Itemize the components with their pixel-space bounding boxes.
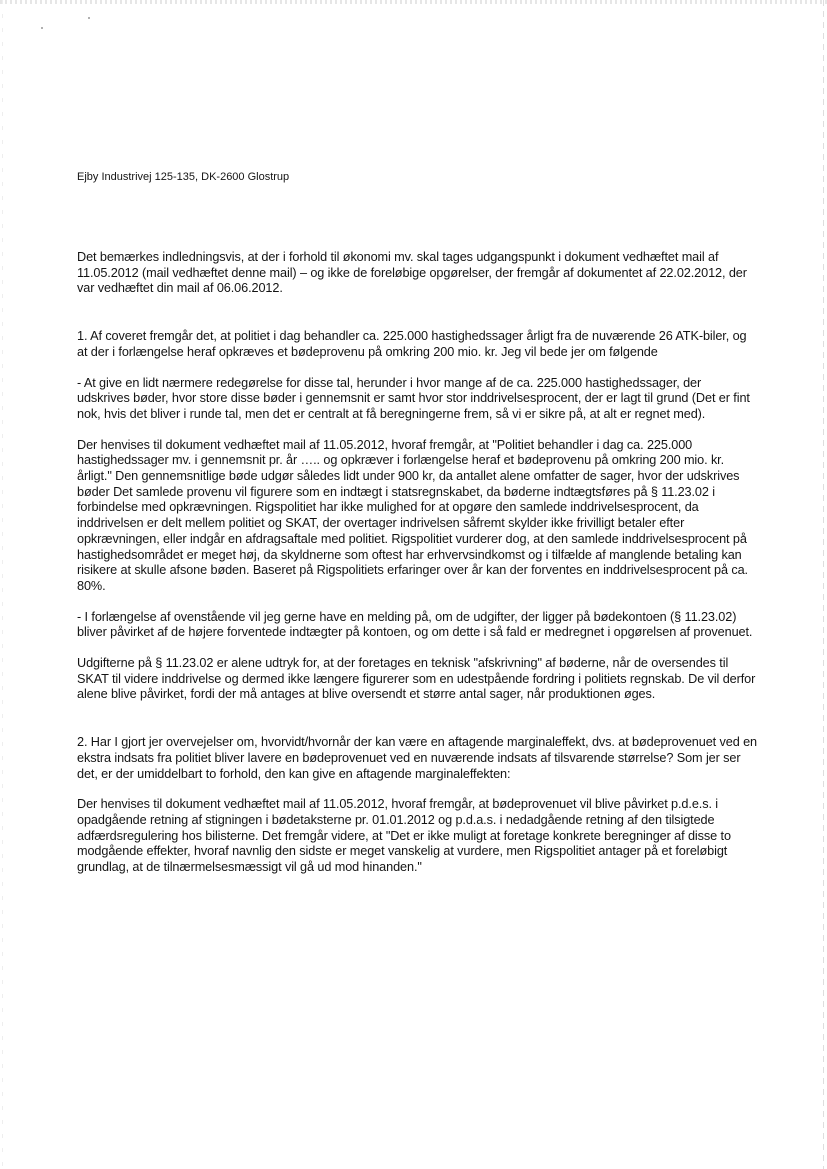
- scan-speck: [41, 27, 43, 29]
- scan-edge-top: [0, 0, 827, 4]
- question-1: 1. Af coveret fremgår det, at politiet i dag behandler ca. 225.000 hastighedssager årligt fra de nuværende 26 ATK-biler, og at der i forlængelse heraf opkræves et bødeprovenu på omkring 200 mio. kr. Jeg vil bede jer om følgende: [77, 329, 747, 359]
- scan-edge-right: [823, 0, 824, 1169]
- question-1a: - At give en lidt nærmere redegørelse for disse tal, herunder i hvor mange af de ca. 225.000 hastighedssager, der udskrives bøder, hvor store disse bøder i gennemsnit er samt hvor stor inddrivelsesprocent, der er lagt til grund (Det er fint nok, hvis det bliver i runde tal, men det er centralt at få beregningerne frem, så vi er sikre på, at alt er regnet med).: [77, 375, 750, 421]
- question-2: 2. Har I gjort jer overvejelser om, hvorvidt/hvornår der kan være en aftagende marginaleffekt, dvs. at bødeprovenuet ved en ekstra indsats fra politiet bliver lavere en bødeprovenuet ved en nuværende indsats af tilsvarende størrelse? Som jer ser det, er der umiddelbart to forhold, den kan give en aftagende marginaleffekten:: [77, 735, 758, 781]
- sender-address: Ejby Industrivej 125-135, DK-2600 Glostrup: [77, 171, 290, 183]
- answer-2: Der henvises til dokument vedhæftet mail af 11.05.2012, hvoraf fremgår, at bødeprovenuet vil blive påvirket p.d.e.s. i opadgående retning af stigningen i bødetaksterne pr. 01.01.2012 og p.d.a.s. i nedadgående retning af den tilsigtede adfærdsregulering hos bilisterne. Det fremgår videre, at "Det er ikke muligt at foretage konkrete beregninger af disse to modgående effekter, hvoraf navnlig den sidste er meget vanskelig at vurdere, men Rigspolitiet antager på et foreløbigt grundlag, at de tilnærmelsesmæssigt vil gå ud mod hinanden.": [77, 797, 731, 875]
- intro-paragraph: Det bemærkes indledningsvis, at der i forhold til økonomi mv. skal tages udgangspunkt i dokument vedhæftet mail af 11.05.2012 (mail vedhæftet denne mail) – og ikke de foreløbige opgørelser, der fremgår af dokumentet af 22.02.2012, der var vedhæftet din mail af 06.06.2012.: [77, 250, 747, 296]
- question-1b: - I forlængelse af ovenstående vil jeg gerne have en melding på, om de udgifter, der ligger på bødekontoen (§ 11.23.02) bliver påvirket af de højere forventede indtægter på kontoen, og om dette i så fald er medregnet i opgørelsen af provenuet.: [77, 609, 753, 640]
- answer-1b: Udgifterne på § 11.23.02 er alene udtryk for, at der foretages en teknisk "afskrivning" af bøderne, når de oversendes til SKAT til videre inddrivelse og dermed ikke længere figurerer som en udestpående fordring i politiets regnskab. De vil derfor alene blive påvirket, fordi der må antages at blive oversendt et større antal sager, når produktionen øges.: [77, 656, 756, 702]
- scan-edge-left: [2, 0, 3, 1169]
- answer-1a: Der henvises til dokument vedhæftet mail af 11.05.2012, hvoraf fremgår, at "Politiet behandler i dag ca. 225.000 hastighedssager mv. i gennemsnit pr. år ….. og opkræver i forlængelse heraf et bødeprovenu på omkring 200 mio. kr. årligt." Den gennemsnitlige bøde udgør således lidt under 900 kr, da antallet alene omfatter de sager, hvor der udskrives bøder Det samlede provenu vil figurere som en indtægt i statsregnskabet, da bøderne indtægtsføres på § 11.23.02 i forbindelse med opkrævningen. Rigspolitiet har ikke mulighed for at opgøre den samlede inddrivelsesprocent, da inddrivelsen er delt mellem politiet og SKAT, der overtager indrivelsen såfremt skylder ikke frivilligt betaler efter opkrævningen, eller indgår en afdragsaftale med politiet. Rigspolitiet vurderer dog, at den samlede inddrivelsesprocent på hastighedsområdet er meget høj, da skyldnerne som oftest har erhvervsindkomst og i tilfælde af manglende betaling kan risikere at skulle afsone bøden. Baseret på Rigspolitiets erfaringer over år kan der forventes en inddrivelsesprocent på ca. 80%.: [77, 437, 748, 593]
- scan-speck: [88, 17, 90, 19]
- document-body: [77, 250, 757, 876]
